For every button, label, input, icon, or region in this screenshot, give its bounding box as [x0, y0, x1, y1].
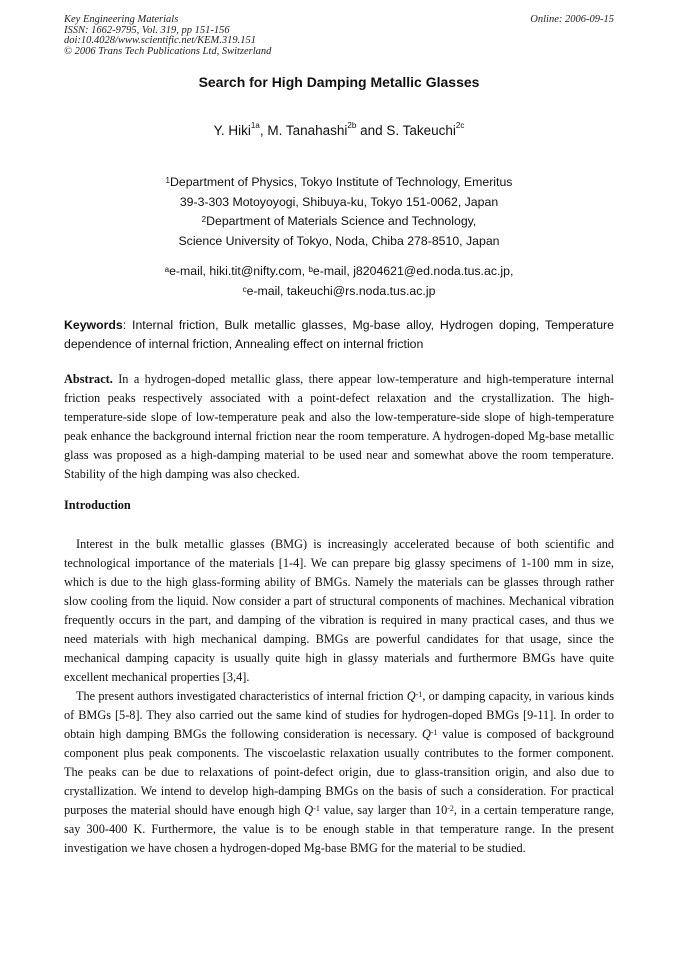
author-separator: , [259, 123, 268, 138]
email-b[interactable]: e-mail, j8204621@ed.noda.tus.ac.jp, [312, 264, 514, 278]
q-symbol: Q [406, 689, 416, 703]
q-exponent: -1 [313, 804, 320, 813]
affiliation-marker: 2 [201, 215, 207, 224]
journal-name: Key Engineering Materials [64, 14, 179, 25]
doi-line[interactable]: doi:10.4028/www.scientific.net/KEM.319.151 [64, 35, 256, 47]
q-symbol: Q [422, 727, 431, 741]
email-marker: a [164, 265, 170, 274]
author-affiliation-marker: 1a [250, 121, 260, 130]
affiliation-line: 39-3-303 Motoyoyogi, Shibuya-ku, Tokyo 151-0062, Japan [179, 194, 499, 209]
paper-title: Search for High Damping Metallic Glasses [198, 74, 480, 90]
issn-line: ISSN: 1662-9795, Vol. 319, pp 151-156 [64, 24, 230, 36]
affiliation-line: $^1$Department of Physics, Tokyo Institute of Technology, Emeritus [165, 175, 513, 189]
email-c[interactable]: e-mail, takeuchi@rs.noda.tus.ac.jp [246, 283, 436, 298]
author-name: S. Takeuchi [386, 123, 456, 138]
email-line [0, 282, 678, 302]
author-list [0, 123, 678, 138]
email-a[interactable]: e-mail, hiki.tit@nifty.com, [169, 264, 309, 278]
keywords-label: Keywords [64, 318, 123, 332]
abstract-text: In a hydrogen-doped metallic glass, there appear low-temperature and high-temperature internal friction peaks respectively associated with a point-defect relaxation and the crystallization. The high-temperature-side slope of low-temperature peak and also the low-temperature-side slope of high-temperature peak enhance the background internal friction near the room temperature. A hydrogen-doped Mg-base metallic glass was proposed as a high-damping material to be used near and somewhat above the room temperature. Stability of the high damping was also checked. [64, 372, 614, 481]
online-date: Online: 2006-09-15 [530, 14, 614, 25]
author-name: Y. Hiki [213, 123, 251, 138]
introduction-body [64, 535, 614, 858]
copyright-line: © 2006 Trans Tech Publications Ltd, Switzerland [64, 45, 272, 57]
q-exponent: -1 [415, 690, 423, 699]
affiliations [0, 173, 678, 251]
affiliation-line: Science University of Tokyo, Noda, Chiba 278-8510, Japan [178, 233, 500, 248]
email-marker: b [308, 265, 313, 274]
email-line [0, 262, 678, 282]
exponent: -2 [447, 804, 454, 813]
paragraph: The present authors investigated characteristics of internal friction $Q^{-1}$, or damping capacity, in various kinds of BMGs [5-8]. They also carried out the same kind of studies for hydrogen-doped BMGs [9-11]. In order to obtain high damping BMGs the following consideration is necessary. $Q^{-1}$ value is composed of background component plus peak components. The viscoelastic relaxation usually contributes to the former component. The peaks can be due to relaxations of point-defect origin, due to glass-transition origin, and also due to crystallization. We intend to develop high-damping BMGs on the basis of such a consideration. For practical purposes the material should have enough high $Q^{-1}$ value, say larger than $10^{-2}$, in a certain temperature range, say 300-400 K. Furthermore, the value is to be enough stable in that temperature range. In the present investigation we have chosen a hydrogen-doped Mg-base BMG for the material to be studied. [64, 689, 614, 855]
keywords-section [64, 316, 614, 354]
abstract-label: Abstract. [64, 372, 113, 386]
author-name: M. Tanahashi [267, 123, 348, 138]
paragraph: Interest in the bulk metallic glasses (BMG) is increasingly accelerated because of both scientific and technological importance of the materials [1-4]. We can prepare big glassy specimens of 1-100 mm in size, which is due to the high glass-forming ability of BMGs. Namely the materials can be glasses through rather slow cooling from the liquid. Now consider a part of structural components of machines. Mechanical vibration frequently occurs in the part, and damping of the vibration is required in many practical cases, and thus we need materials with high mechanical damping. BMGs are powerful candidates for that usage, since the mechanical damping capacity is usually quite high in glassy materials and furthermore BMGs have quite excellent mechanical properties [3,4]. [64, 537, 614, 684]
affiliation-marker: 1 [165, 176, 170, 185]
affiliation-line: $^2$Department of Materials Science and Technology, [201, 214, 477, 228]
author-affiliation-marker: 2b [347, 121, 357, 130]
q-exponent: -1 [430, 728, 438, 737]
contact-emails [0, 262, 678, 301]
journal-header [64, 15, 271, 57]
email-marker: c [242, 284, 247, 294]
author-separator: and [356, 123, 387, 138]
abstract-section [64, 370, 614, 484]
q-symbol: Q [304, 803, 314, 817]
author-affiliation-marker: 2c [455, 121, 465, 130]
keywords-text: : Internal friction, Bulk metallic glasses, Mg-base alloy, Hydrogen doping, Temperature dependence of internal friction, Annealing effect on internal friction [64, 318, 614, 351]
section-heading-introduction: Introduction [64, 498, 131, 512]
